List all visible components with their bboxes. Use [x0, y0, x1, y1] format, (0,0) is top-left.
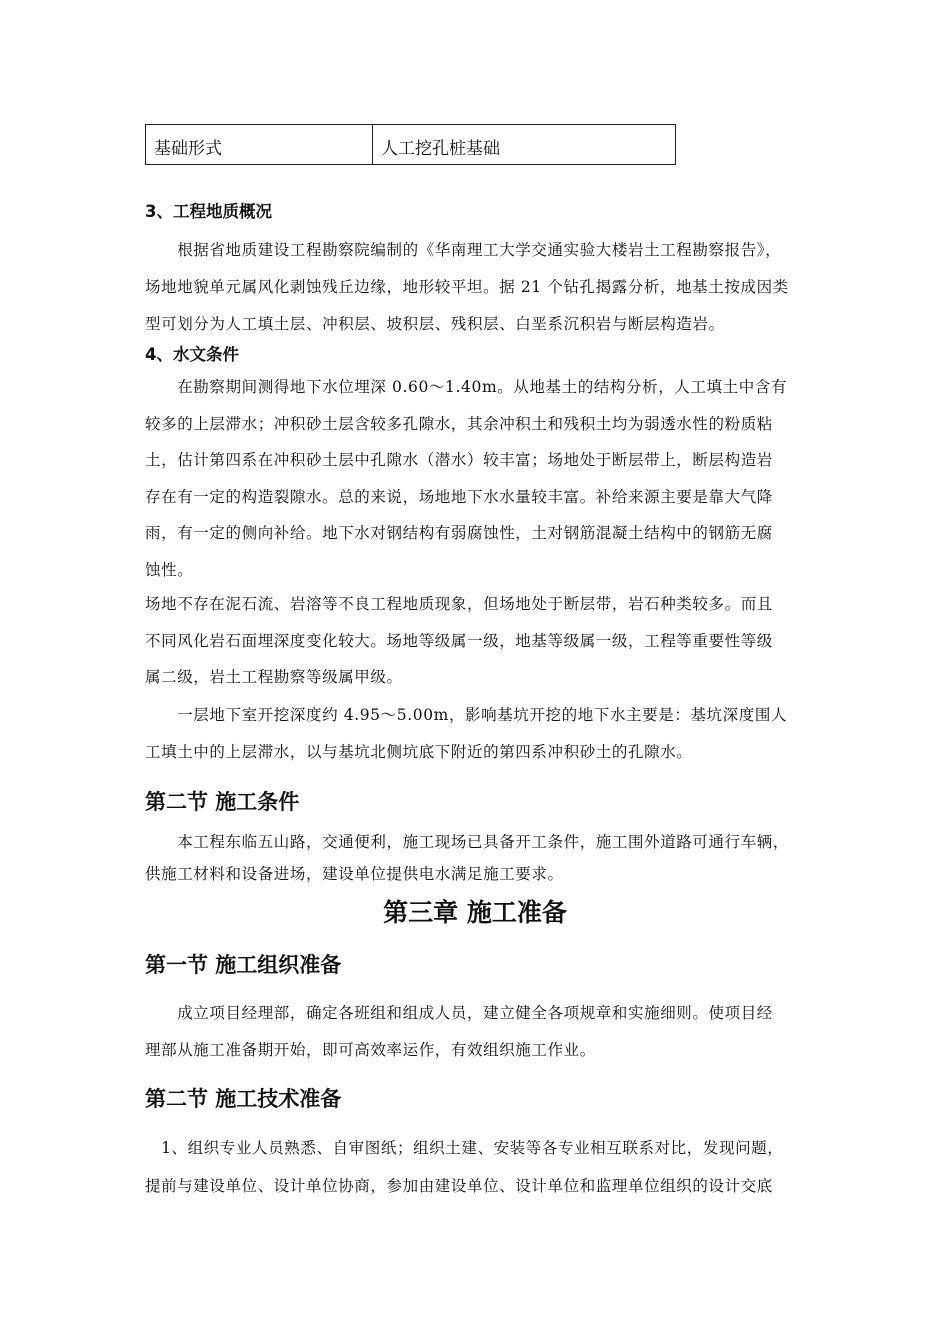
paragraph-organization [145, 995, 810, 1069]
paragraph-line: 存在有一定的构造裂隙水。总的来说，场地地下水水量较丰富。补给来源主要是靠大气降 [145, 487, 773, 506]
table-row [146, 125, 676, 165]
paragraph-line: 土，估计第四系在冲积砂土层中孔隙水（潜水）较丰富；场地处于断层带上，断层构造岩 [145, 451, 773, 469]
paragraph-line: 供施工材料和设备进场，建设单位提供电水满足施工要求。 [145, 865, 564, 883]
paragraph-line: 工填土中的上层滞水，以与基坑北侧坑底下附近的第四系冲积砂土的孔隙水。 [145, 743, 693, 761]
heading-section-organization: 第一节 施工组织准备 [145, 953, 342, 977]
paragraph-technical [145, 1129, 810, 1205]
paragraph-line: 场地不存在泥石流、岩溶等不良工程地质现象，但场地处于断层带，岩石种类较多。而且 [145, 595, 773, 613]
paragraph-hydro-2 [145, 586, 810, 696]
paragraph-line: 雨，有一定的侧向补给。地下水对钢结构有弱腐蚀性，土对钢筋混凝土结构中的钢筋无腐 [145, 524, 773, 542]
paragraph-line: 不同风化岩石面埋深度变化较大。场地等级属一级，地基等级属一级，工程等重要性等级 [145, 631, 773, 650]
chapter-title: 第三章 施工准备 [383, 898, 567, 927]
paragraph-line: 属二级，岩土工程勘察等级属甲级。 [145, 668, 403, 686]
paragraph-line: 本工程东临五山路，交通便利，施工现场已具备开工条件，施工围外道路可通行车辆， [145, 833, 790, 851]
paragraph-line: 理部从施工准备期开始，即可高效率运作，有效组织施工作业。 [145, 1041, 596, 1059]
paragraph-line: 蚀性。 [145, 560, 194, 579]
heading-section-conditions: 第二节 施工条件 [145, 790, 300, 814]
heading-hydro: 4、水文条件 [145, 345, 239, 364]
table-cell-label: 基础形式 [146, 125, 373, 165]
paragraph-line: 较多的上层滞水；冲积砂土层含较多孔隙水，其余冲积土和残积土均为弱透水性的粉质粘 [145, 414, 773, 433]
paragraph-line: 在勘察期间测得地下水位埋深 0.60～1.40m。从地基土的结构分析，人工填土中含有 [145, 378, 788, 396]
heading-geology: 3、工程地质概况 [145, 202, 272, 221]
paragraph-hydro [145, 369, 810, 588]
paragraph-line: 成立项目经理部，确定各班组和组成人员，建立健全各项规章和实施细则。使项目经 [145, 1004, 773, 1022]
paragraph-line: 场地地貌单元属风化剥蚀残丘边缘，地形较平坦。据 21 个钻孔揭露分析，地基土按成因类 [145, 278, 789, 296]
table-cell-value: 人工挖孔桩基础 [373, 125, 676, 165]
heading-section-technical: 第二节 施工技术准备 [145, 1087, 342, 1111]
paragraph-line: 型可划分为人工填土层、冲积层、坡积层、残积层、白垩系沉积岩与断层构造岩。 [145, 315, 725, 333]
paragraph-geology [145, 232, 810, 343]
paragraph-conditions [145, 826, 810, 890]
paragraph-line: 1、组织专业人员熟悉、自审图纸；组织土建、安装等各专业相互联系对比，发现问题， [145, 1139, 784, 1157]
paragraph-line: 根据省地质建设工程勘察院编制的《华南理工大学交通实验大楼岩土工程勘察报告》， [145, 241, 782, 259]
foundation-table [145, 124, 676, 165]
paragraph-line: 一层地下室开挖深度约 4.95～5.00m，影响基坑开挖的地下水主要是：基坑深度围人 [145, 706, 788, 724]
paragraph-line: 提前与建设单位、设计单位协商，参加由建设单位、设计单位和监理单位组织的设计交底 [145, 1177, 773, 1195]
paragraph-hydro-3 [145, 697, 810, 771]
